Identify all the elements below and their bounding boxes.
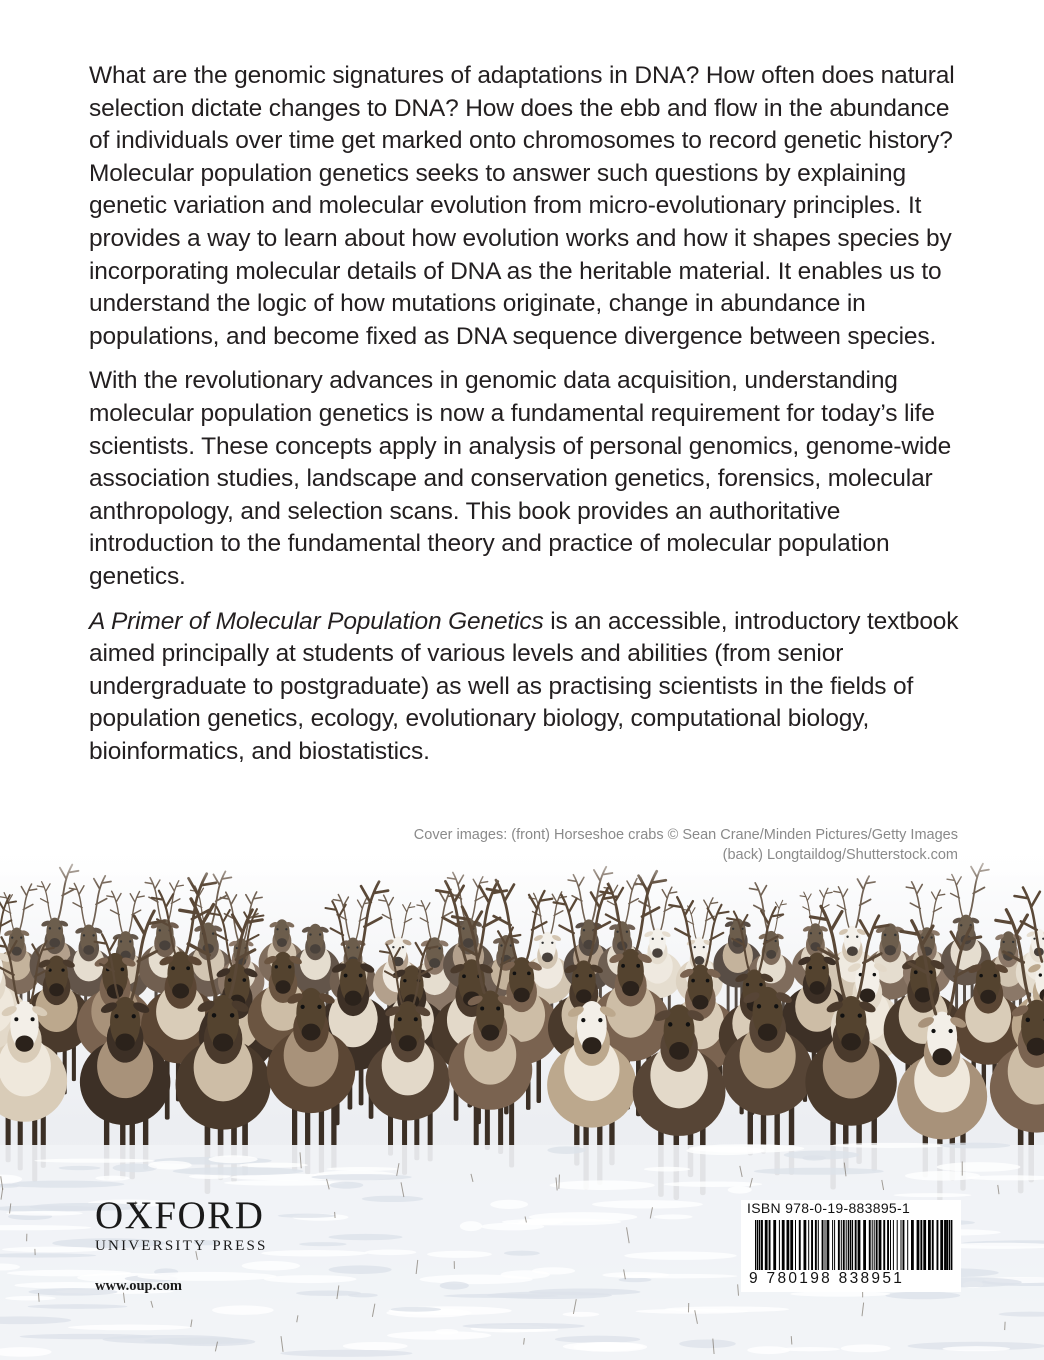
barcode-bar bbox=[765, 1220, 768, 1270]
image-credits bbox=[414, 825, 958, 865]
barcode-bar bbox=[804, 1220, 807, 1270]
barcode-bar bbox=[858, 1220, 861, 1270]
barcode-bar bbox=[897, 1220, 898, 1270]
barcode-bar bbox=[903, 1220, 905, 1270]
barcode-bar bbox=[811, 1220, 813, 1270]
blurb-paragraph-3 bbox=[89, 606, 969, 769]
barcode-bar bbox=[834, 1220, 835, 1270]
barcode-bar bbox=[863, 1220, 866, 1270]
barcode-bar bbox=[832, 1220, 833, 1270]
isbn-barcode-block bbox=[741, 1200, 961, 1292]
barcode-bar bbox=[932, 1220, 934, 1270]
barcode-bar bbox=[808, 1220, 809, 1270]
barcode-bar bbox=[907, 1220, 908, 1270]
barcode-bar bbox=[887, 1220, 889, 1270]
publisher-subtitle: UNIVERSITY PRESS bbox=[95, 1238, 268, 1254]
barcode-bar bbox=[761, 1220, 763, 1270]
barcode-bar bbox=[944, 1220, 947, 1270]
barcode-bar bbox=[911, 1220, 914, 1270]
barcode-bar bbox=[855, 1220, 857, 1270]
barcode-bar bbox=[815, 1220, 817, 1270]
publisher-logo bbox=[95, 1196, 268, 1255]
barcode-bar bbox=[795, 1220, 796, 1270]
barcode-bar bbox=[923, 1220, 926, 1270]
barcode-bar bbox=[928, 1220, 931, 1270]
barcode-bar bbox=[818, 1220, 819, 1270]
barcode-bar bbox=[787, 1220, 790, 1270]
barcode-bar bbox=[838, 1220, 840, 1270]
barcode-bar bbox=[893, 1220, 894, 1270]
barcode-bar bbox=[782, 1220, 785, 1270]
barcode-bar bbox=[769, 1220, 771, 1270]
barcode-bar bbox=[779, 1220, 780, 1270]
barcode-bar bbox=[846, 1220, 847, 1270]
barcode-bar bbox=[799, 1220, 801, 1270]
barcode-bar bbox=[937, 1220, 939, 1270]
barcode-bar bbox=[841, 1220, 842, 1270]
publisher-website-link[interactable]: www.oup.com bbox=[95, 1278, 183, 1294]
barcode-bar bbox=[879, 1220, 882, 1270]
barcode-bar bbox=[822, 1220, 824, 1270]
barcode-bar bbox=[890, 1220, 891, 1270]
barcode-bar bbox=[843, 1220, 845, 1270]
barcode-bar bbox=[917, 1220, 920, 1270]
barcode-bar bbox=[876, 1220, 878, 1270]
barcode-bar bbox=[874, 1220, 875, 1270]
credit-back: (back) Longtaildog/Shutterstock.com bbox=[722, 847, 958, 863]
blurb-paragraph-3-text: is an accessible, introductory textbook aimed principally at students of various levels and abilities (from senior undergraduate to postgraduate) as well as practising scientists in the fields of population genetics, ecology, evolutionary biology, computational biology, bioinformatics, and biostatistics. bbox=[89, 607, 959, 765]
barcode-bar bbox=[773, 1220, 776, 1270]
barcode-bar bbox=[901, 1220, 902, 1270]
barcode-bar bbox=[827, 1220, 830, 1270]
back-cover-blurb bbox=[89, 60, 969, 780]
barcode-bar bbox=[869, 1220, 871, 1270]
blurb-paragraph-1: What are the genomic signatures of adaptations in DNA? How often does natural selection dictate changes to DNA? How does the ebb and flow in the abundance of individuals over time get marked onto chromosomes to record genetic history? Molecular population genetics seeks to answer such questions by explaining genetic variation and molecular evolution from micro-evolutionary principles. It provides a way to learn about how evolution works and how it shapes species by incorporating molecular details of DNA as the heritable material. It enables us to understand the logic of how mutations originate, change in abundance in populations, and become fixed as DNA sequence divergence between species. bbox=[89, 62, 955, 350]
barcode-bar bbox=[790, 1220, 793, 1270]
book-title: A Primer of Molecular Population Genetics bbox=[89, 607, 544, 635]
barcode-bar bbox=[920, 1220, 922, 1270]
barcode-bar bbox=[940, 1220, 943, 1270]
barcode-bar bbox=[883, 1220, 885, 1270]
blurb-paragraph-2: With the revolutionary advances in genomic data acquisition, understanding molecular population genetics is now a fundamental requirement for today’s life scientists. These concepts apply in analysis of personal genomics, genome-wide association studies, landscape and conservation genetics, forensics, molecular anthropology, and selection scans. This book provides an authoritative introduction to the fundamental theory and practice of molecular population genetics. bbox=[89, 367, 952, 590]
publisher-name: OXFORD bbox=[95, 1194, 265, 1237]
credit-front: Cover images: (front) Horseshoe crabs © Sean Crane/Minden Pictures/Getty Images bbox=[413, 827, 958, 843]
barcode-bar bbox=[825, 1220, 826, 1270]
barcode-digits: 9 780198 838951 bbox=[749, 1270, 955, 1288]
barcode-bar bbox=[872, 1220, 873, 1270]
isbn-label: ISBN 978-0-19-883895-1 bbox=[747, 1200, 911, 1216]
